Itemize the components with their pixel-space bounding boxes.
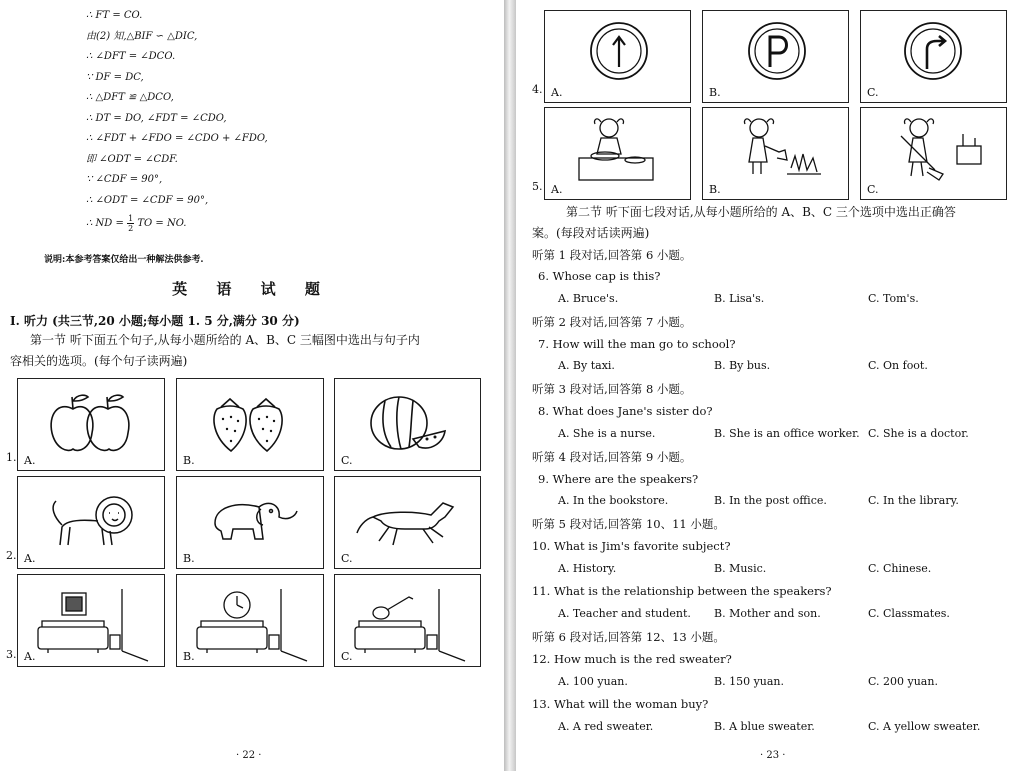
question-number: 3.	[6, 648, 17, 661]
question-text: 7. How will the man go to school?	[538, 337, 736, 351]
dialogue-header: 听第 3 段对话,回答第 8 小题。	[532, 382, 692, 396]
answer-option[interactable]: B. By bus.	[714, 359, 771, 372]
question-number: 1.	[6, 451, 17, 464]
solution-line: 由(2) 知,△BIF ∽ △DIC,	[86, 30, 198, 42]
right-page	[516, 0, 1024, 771]
answer-option[interactable]: A. She is a nurse.	[558, 427, 656, 440]
page-number: · 22 ·	[236, 750, 262, 761]
picture-option-elephant[interactable]	[176, 476, 324, 569]
guitar-icon	[335, 575, 480, 666]
section-heading: Ⅰ. 听力 (共三节,20 小题;每小题 1. 5 分,满分 30 分)	[10, 314, 300, 328]
girl-watering-icon	[703, 108, 848, 199]
dialogue-header: 听第 6 段对话,回答第 12、13 小题。	[532, 630, 725, 644]
option-label: B.	[183, 552, 195, 565]
solution-line: ∴ FT = CO.	[86, 10, 143, 21]
question-text: 6. Whose cap is this?	[538, 269, 661, 283]
question-text: 8. What does Jane's sister do?	[538, 404, 713, 418]
question-text: 13. What will the woman buy?	[532, 697, 709, 711]
picture-option-watermelon[interactable]	[334, 378, 481, 471]
answer-option[interactable]: A. Teacher and student.	[558, 607, 691, 620]
solution-block	[86, 6, 268, 237]
picture-option-parking-sign[interactable]	[702, 10, 849, 103]
option-label: B.	[709, 86, 721, 99]
answer-option[interactable]: A. History.	[558, 562, 617, 575]
solution-line: ∴ ∠DFT = ∠DCO.	[86, 51, 176, 62]
picture-option-room-guitar[interactable]	[334, 574, 481, 667]
dialogue-header: 听第 2 段对话,回答第 7 小题。	[532, 315, 692, 329]
picture-option-apples[interactable]	[17, 378, 165, 471]
picture-option-straight-sign[interactable]	[544, 10, 691, 103]
option-label: A.	[551, 183, 563, 196]
picture-option-room-painting[interactable]	[17, 574, 165, 667]
option-label: C.	[867, 183, 879, 196]
answer-option[interactable]: B. She is an office worker.	[714, 427, 860, 440]
option-label: A.	[24, 552, 36, 565]
question-text: 10. What is Jim's favorite subject?	[532, 539, 731, 553]
part1-instruction-cont: 容相关的选项。(每个句子读两遍)	[10, 354, 188, 368]
answer-option[interactable]: C. A yellow sweater.	[868, 720, 981, 733]
option-label: C.	[867, 86, 879, 99]
option-label: C.	[341, 650, 353, 663]
apples-icon	[18, 379, 164, 470]
question-number: 2.	[6, 549, 17, 562]
answer-option[interactable]: C. Chinese.	[868, 562, 932, 575]
solution-line: 即 ∠ODT = ∠CDF.	[86, 153, 178, 165]
answer-option[interactable]: B. A blue sweater.	[714, 720, 815, 733]
option-label: C.	[341, 552, 353, 565]
page-number: · 23 ·	[760, 750, 786, 761]
page-title: 英 语 试 题	[172, 280, 332, 298]
horse-icon	[335, 477, 480, 568]
answer-option[interactable]: A. In the bookstore.	[558, 494, 669, 507]
part2-instruction-cont: 案。(每段对话读两遍)	[532, 226, 650, 240]
solution-line: ∵ ∠CDF = 90°,	[86, 174, 163, 185]
picture-option-girl-watering[interactable]	[702, 107, 849, 200]
strawberries-icon	[177, 379, 323, 470]
answer-option[interactable]: B. Music.	[714, 562, 767, 575]
dialogue-header: 听第 1 段对话,回答第 6 小题。	[532, 248, 692, 262]
answer-option[interactable]: C. On foot.	[868, 359, 928, 372]
question-text: 11. What is the relationship between the speakers?	[532, 584, 832, 598]
option-label: B.	[183, 650, 195, 663]
picture-option-turn-right-sign[interactable]	[860, 10, 1007, 103]
answer-option[interactable]: B. 150 yuan.	[714, 675, 785, 688]
parking-sign-icon	[703, 11, 848, 102]
question-number: 4.	[532, 83, 543, 96]
clock-icon	[177, 575, 323, 666]
lion-icon	[18, 477, 164, 568]
picture-option-strawberries[interactable]	[176, 378, 324, 471]
answer-option[interactable]: A. A red sweater.	[558, 720, 654, 733]
solution-line: ∴ ∠ODT = ∠CDF = 90°,	[86, 194, 209, 206]
answer-option[interactable]: A. Bruce's.	[558, 292, 619, 305]
question-text: 9. Where are the speakers?	[538, 472, 699, 486]
answer-option[interactable]: C. 200 yuan.	[868, 675, 938, 688]
dialogue-header: 听第 4 段对话,回答第 9 小题。	[532, 450, 692, 464]
question-text: 12. How much is the red sweater?	[532, 652, 732, 666]
answer-option[interactable]: A. By taxi.	[558, 359, 615, 372]
go-straight-sign-icon	[545, 11, 690, 102]
answer-option[interactable]: C. She is a doctor.	[868, 427, 969, 440]
answer-option[interactable]: C. Tom's.	[868, 292, 919, 305]
solution-line-fraction: ∴ ND = $\frac{1}{2}$ TO = NO.	[86, 214, 187, 233]
picture-option-lion[interactable]	[17, 476, 165, 569]
solution-line: ∴ DT = DO, ∠FDT = ∠CDO,	[86, 112, 227, 124]
answer-option[interactable]: C. Classmates.	[868, 607, 950, 620]
answer-option[interactable]: B. Lisa's.	[714, 292, 765, 305]
solution-line: ∴ ∠FDT + ∠FDO = ∠CDO + ∠FDO,	[86, 133, 268, 144]
option-label: B.	[183, 454, 195, 467]
dialogue-header: 听第 5 段对话,回答第 10、11 小题。	[532, 517, 725, 531]
option-label: A.	[24, 454, 36, 467]
girl-cooking-icon	[545, 108, 690, 199]
answer-option[interactable]: C. In the library.	[868, 494, 959, 507]
picture-option-girl-sweeping[interactable]	[860, 107, 1007, 200]
part1-instruction: 第一节 听下面五个句子,从每小题所给的 A、B、C 三幅图中选出与句子内	[30, 333, 420, 347]
answer-option[interactable]: B. In the post office.	[714, 494, 827, 507]
picture-option-room-clock[interactable]	[176, 574, 324, 667]
answer-option[interactable]: B. Mother and son.	[714, 607, 821, 620]
turn-right-sign-icon	[861, 11, 1006, 102]
solution-line: ∵ DF = DC,	[86, 71, 144, 83]
picture-option-horse[interactable]	[334, 476, 481, 569]
option-label: A.	[551, 86, 563, 99]
option-label: C.	[341, 454, 353, 467]
watermelon-icon	[335, 379, 480, 470]
painting-icon	[18, 575, 164, 666]
elephant-icon	[177, 477, 323, 568]
solution-line: ∴ △DFT ≌ △DCO,	[86, 92, 174, 103]
picture-option-girl-cooking[interactable]	[544, 107, 691, 200]
book-gutter	[504, 0, 516, 771]
option-label: B.	[709, 183, 721, 196]
fraction: $\frac{1}{2}$	[128, 214, 134, 233]
question-number: 5.	[532, 180, 543, 193]
girl-sweeping-icon	[861, 108, 1006, 199]
answer-option[interactable]: A. 100 yuan.	[558, 675, 628, 688]
option-label: A.	[24, 650, 36, 663]
part2-instruction: 第二节 听下面七段对话,从每小题所给的 A、B、C 三个选项中选出正确答	[566, 205, 956, 219]
answer-note: 说明:本参考答案仅给出一种解法供参考.	[44, 255, 204, 265]
left-page	[0, 0, 504, 771]
